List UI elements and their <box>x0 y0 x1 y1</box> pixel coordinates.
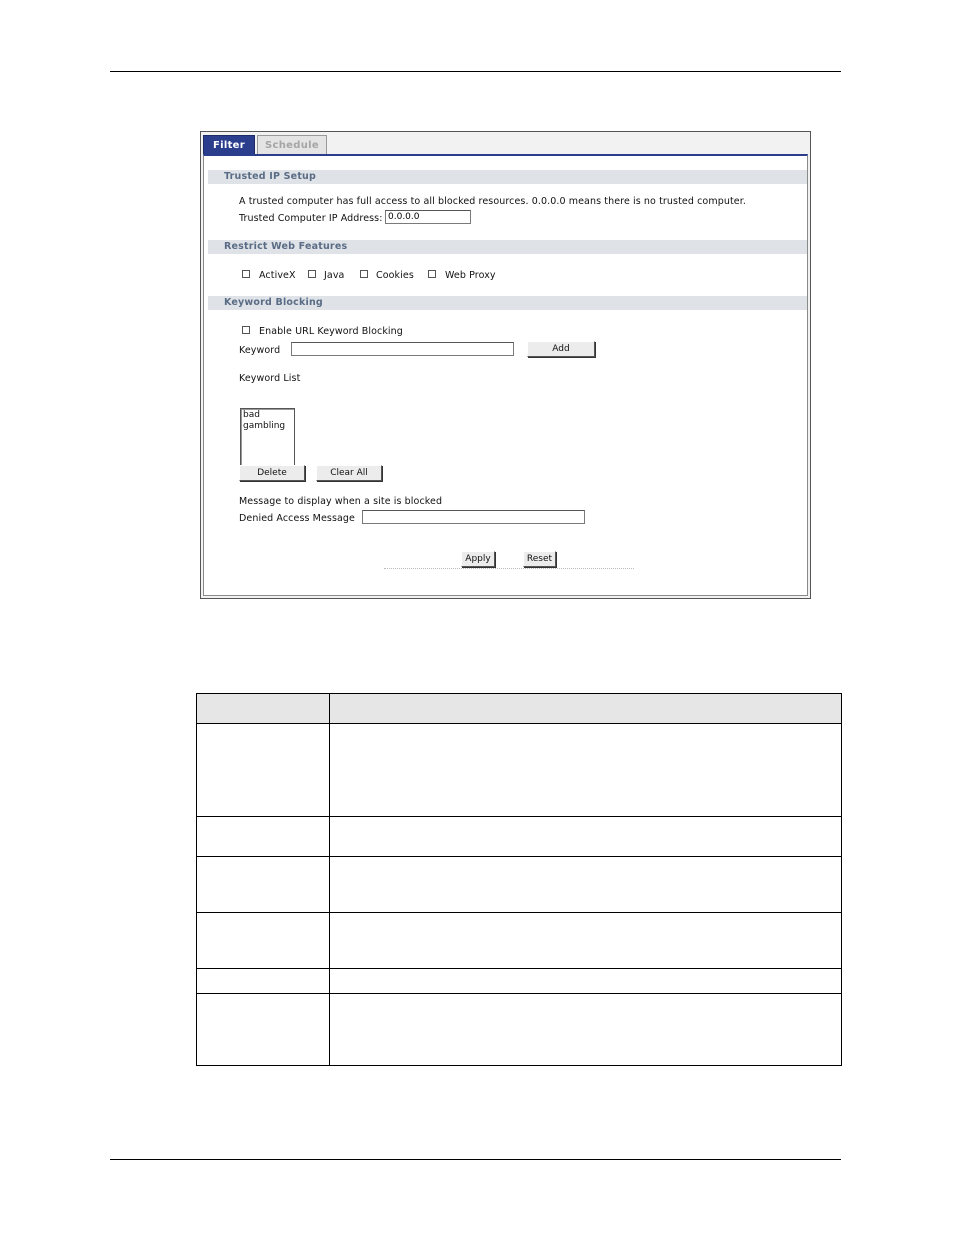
reset-button[interactable]: Reset <box>523 551 556 567</box>
table-cell <box>330 994 842 1066</box>
table-cell <box>330 913 842 969</box>
table-row <box>197 994 842 1066</box>
top-rule <box>110 71 841 72</box>
delete-keyword-button[interactable]: Delete <box>239 465 305 481</box>
table-row <box>197 817 842 857</box>
tab-filter[interactable]: Filter <box>203 135 255 154</box>
blocked-message-caption: Message to display when a site is blocked <box>239 496 443 507</box>
table-row <box>197 969 842 994</box>
trusted-ip-header: Trusted IP Setup <box>208 170 807 184</box>
keyword-list-item[interactable]: gambling <box>243 421 286 431</box>
activex-label: ActiveX <box>259 270 296 281</box>
cookies-label: Cookies <box>376 270 414 281</box>
table-cell <box>197 994 330 1066</box>
field-description-table <box>196 693 842 1066</box>
table-cell <box>197 724 330 817</box>
clear-all-keywords-button[interactable]: Clear All <box>316 465 382 481</box>
keyword-list-item[interactable]: bad <box>243 410 260 420</box>
table-cell <box>330 724 842 817</box>
activex-checkbox[interactable] <box>242 270 250 278</box>
table-header-cell <box>330 694 842 724</box>
table-row <box>197 913 842 969</box>
table-cell <box>197 913 330 969</box>
restrict-web-header: Restrict Web Features <box>208 240 807 254</box>
actions-divider <box>384 568 634 569</box>
cookies-checkbox[interactable] <box>360 270 368 278</box>
content-filter-screenshot <box>200 131 811 599</box>
table-header-row <box>197 694 842 724</box>
trusted-ip-label: Trusted Computer IP Address: <box>239 213 383 224</box>
enable-keyword-blocking-label: Enable URL Keyword Blocking <box>259 326 403 337</box>
apply-button[interactable]: Apply <box>461 551 495 567</box>
table-row <box>197 857 842 913</box>
enable-keyword-blocking-checkbox[interactable] <box>242 326 250 334</box>
table-row <box>197 724 842 817</box>
tab-schedule[interactable]: Schedule <box>257 135 327 154</box>
trusted-ip-description: A trusted computer has full access to all blocked resources. 0.0.0.0 means there is no trusted computer. <box>239 196 746 207</box>
bottom-rule <box>110 1159 841 1160</box>
java-label: Java <box>324 270 345 281</box>
keyword-list-label: Keyword List <box>239 373 301 384</box>
keyword-blocking-header: Keyword Blocking <box>208 296 807 310</box>
denied-access-label: Denied Access Message <box>239 513 355 524</box>
web-proxy-checkbox[interactable] <box>428 270 436 278</box>
table-cell <box>197 857 330 913</box>
filter-panel <box>203 154 808 596</box>
add-keyword-button[interactable]: Add <box>527 341 595 357</box>
table-cell <box>330 969 842 994</box>
table-header-cell <box>197 694 330 724</box>
keyword-input[interactable] <box>291 342 514 356</box>
table-cell <box>330 857 842 913</box>
tab-bar <box>203 135 327 155</box>
table-cell <box>330 817 842 857</box>
denied-access-input[interactable] <box>362 510 585 524</box>
trusted-ip-input[interactable] <box>385 210 471 224</box>
table-cell <box>197 817 330 857</box>
table-cell <box>197 969 330 994</box>
java-checkbox[interactable] <box>308 270 316 278</box>
web-proxy-label: Web Proxy <box>445 270 496 281</box>
keyword-label: Keyword <box>239 345 281 356</box>
